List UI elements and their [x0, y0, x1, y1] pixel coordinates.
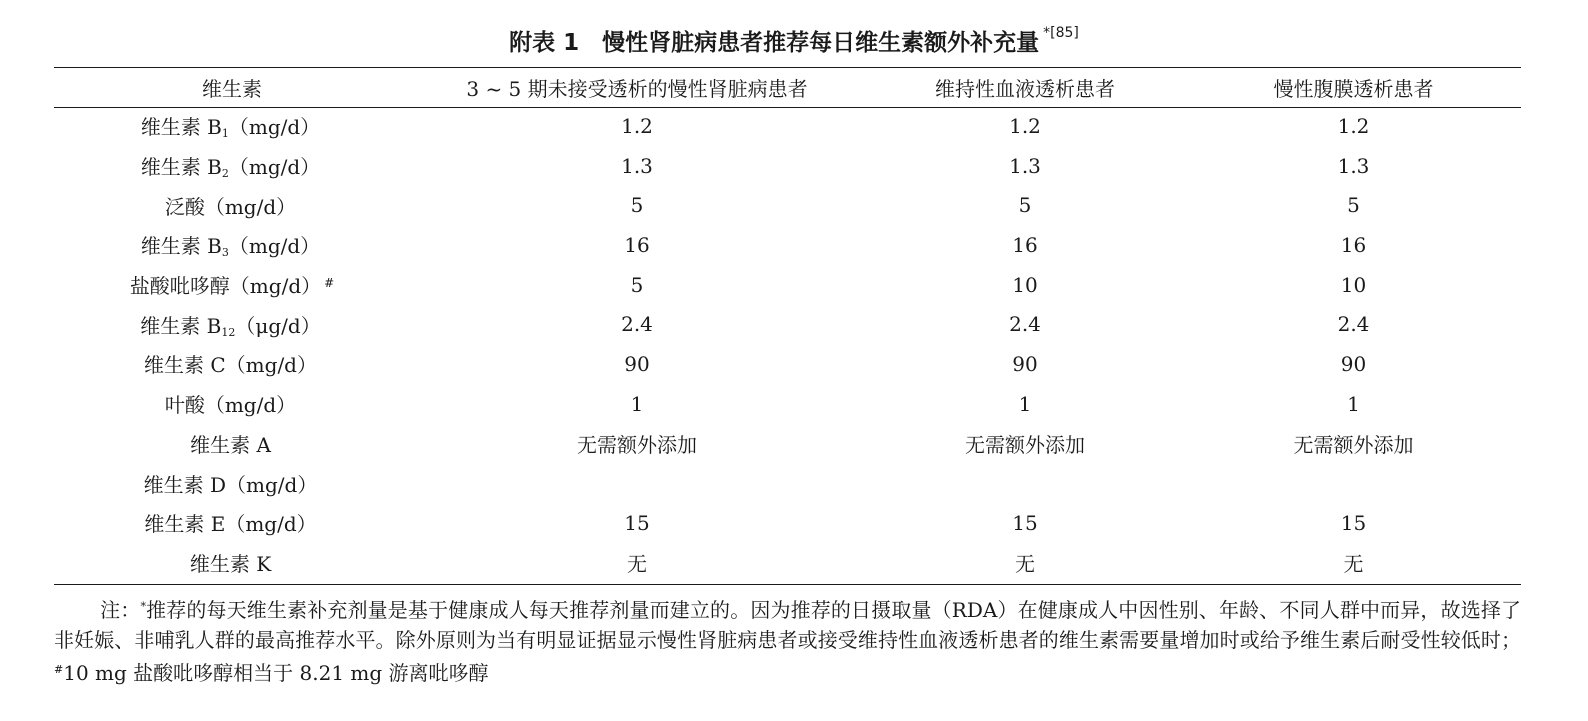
vitamin-name: 维生素 B	[140, 313, 222, 338]
value-cell: 1.3	[1337, 153, 1370, 178]
title-text: 附表 1 慢性肾脏病患者推荐每日维生素额外补充量	[509, 30, 1040, 56]
value-cell	[1186, 463, 1521, 503]
table-row	[54, 106, 1521, 146]
vitamin-name-cell	[54, 344, 410, 384]
value-cell: 无	[1015, 551, 1035, 576]
value-cell: 1	[1347, 391, 1360, 416]
vitamin-name: 叶酸（mg/d）	[164, 393, 297, 418]
table-row	[54, 146, 1521, 186]
vitamin-name-cell	[54, 543, 410, 583]
value-cell: 2.4	[1337, 312, 1370, 337]
header-hemodialysis: 维持性血液透析患者	[935, 76, 1115, 101]
vitamin-name-cell	[54, 424, 410, 464]
table-row	[54, 543, 1521, 583]
footnote-mark-star: *	[140, 600, 146, 613]
value-cell: 15	[1340, 510, 1367, 535]
header-row	[54, 68, 1521, 106]
value-cell: 10	[1340, 272, 1367, 297]
vitamin-name: 泛酸（mg/d）	[164, 194, 297, 219]
value-cell: 1.2	[1337, 113, 1370, 138]
value-cell: 15	[1012, 510, 1038, 535]
value-cell: 90	[1012, 351, 1038, 376]
table-row	[54, 304, 1521, 344]
value-cell: 1.3	[1009, 153, 1041, 178]
table-row	[54, 225, 1521, 265]
value-cell: 15	[624, 510, 650, 535]
vitamin-subscript: 2	[221, 167, 229, 181]
vitamin-name: 维生素 B	[140, 155, 222, 180]
vitamin-name-cell	[54, 185, 410, 225]
table-row	[54, 463, 1521, 503]
value-cell: 无	[627, 551, 647, 576]
table-body	[54, 106, 1521, 582]
value-cell: 2.4	[621, 312, 653, 337]
vitamin-name: 维生素 B	[140, 234, 222, 259]
vitamin-name: 维生素 C（mg/d）	[144, 353, 317, 378]
vitamin-unit: （mg/d）	[228, 234, 321, 259]
vitamin-subscript: 1	[221, 127, 229, 141]
header-vitamin: 维生素	[202, 76, 262, 101]
value-cell	[864, 463, 1186, 503]
vitamin-unit: （mg/d）	[228, 155, 321, 180]
vitamin-name: 维生素 B	[140, 115, 222, 140]
value-cell: 无	[1343, 551, 1364, 576]
vitamin-name-cell	[54, 146, 410, 186]
value-cell: 5	[1347, 193, 1360, 218]
vitamin-name-cell	[54, 304, 410, 344]
table-row	[54, 185, 1521, 225]
value-cell: 1	[1018, 391, 1032, 416]
vitamin-subscript: 12	[221, 325, 236, 339]
value-cell: 16	[1340, 232, 1367, 257]
value-cell: 16	[624, 232, 650, 257]
vitamin-name-cell	[54, 225, 410, 265]
title-reference: *[85]	[1043, 25, 1079, 42]
value-cell: 1.3	[621, 153, 653, 178]
footnote-text-2: 10 mg 盐酸吡哆醇相当于 8.21 mg 游离吡哆醇	[63, 661, 489, 685]
value-cell: 5	[1018, 193, 1032, 218]
value-cell: 无需额外添加	[965, 432, 1085, 457]
vitamin-name-cell	[54, 503, 410, 543]
vitamin-name-cell	[54, 106, 410, 146]
value-cell: 10	[1012, 272, 1038, 297]
value-cell: 1	[630, 391, 644, 416]
value-cell: 无需额外添加	[1293, 432, 1414, 457]
footnote-text-1: 推荐的每天维生素补充剂量是基于健康成人每天推荐剂量而建立的。因为推荐的日摄取量（RDA）在健康成人中因性别、年龄、不同人群中而异，故选择了非妊娠、非哺乳人群的最高推荐水平。除外原则为当有明显证据显示慢性肾脏病患者或接受维持性血液透析患者的维生素需要量增加时或给予维生素后耐受性较低时；	[54, 598, 1522, 652]
value-cell: 5	[630, 272, 644, 297]
value-cell: 无需额外添加	[577, 432, 697, 457]
value-cell: 1.2	[621, 113, 653, 138]
table-row	[54, 424, 1521, 464]
table-row	[54, 344, 1521, 384]
bottom-rule	[54, 584, 1521, 585]
table-title	[0, 24, 1588, 57]
value-cell: 2.4	[1009, 312, 1041, 337]
vitamin-name: 维生素 D（mg/d）	[143, 472, 318, 497]
vitamin-subscript: 3	[221, 246, 229, 260]
vitamin-footnote-mark: #	[324, 276, 335, 291]
value-cell	[410, 463, 864, 503]
vitamin-name: 维生素 A	[190, 432, 271, 457]
vitamin-name-cell	[54, 463, 410, 503]
table-row	[54, 384, 1521, 424]
value-cell: 90	[624, 351, 650, 376]
header-ckd-stage3-5: 3 ~ 5 期未接受透析的慢性肾脏病患者	[466, 76, 808, 101]
vitamin-table	[54, 68, 1521, 582]
vitamin-name-cell	[54, 265, 410, 305]
table-row	[54, 265, 1521, 305]
vitamin-unit: （mg/d）	[228, 115, 321, 140]
value-cell: 16	[1012, 232, 1038, 257]
value-cell: 5	[630, 193, 644, 218]
footnote	[54, 592, 1521, 688]
vitamin-name-cell	[54, 384, 410, 424]
table-row	[54, 503, 1521, 543]
vitamin-name: 维生素 K	[189, 551, 272, 576]
value-cell: 1.2	[1009, 113, 1041, 138]
value-cell: 90	[1340, 351, 1367, 376]
footnote-label: 注：	[100, 598, 141, 622]
vitamin-name: 盐酸吡哆醇（mg/d）	[129, 274, 322, 299]
vitamin-unit: （μg/d）	[235, 313, 321, 338]
header-peritoneal-dialysis: 慢性腹膜透析患者	[1273, 76, 1434, 101]
vitamin-name: 维生素 E（mg/d）	[144, 512, 317, 537]
footnote-mark-hash: #	[54, 663, 64, 676]
